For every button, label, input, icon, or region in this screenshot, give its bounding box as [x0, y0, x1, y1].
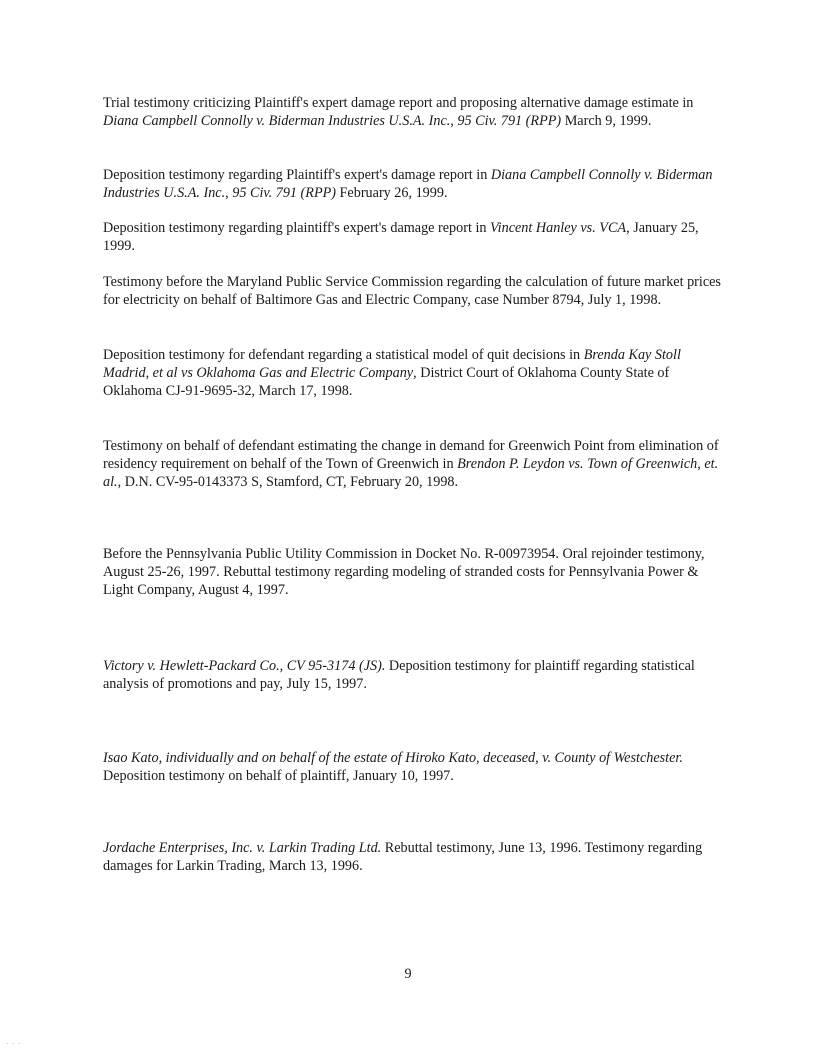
case-name: Isao Kato, individually and on behalf of the estate of Hiroko Kato, deceased, v. County of Westchester. [103, 750, 683, 766]
testimony-entry [103, 94, 723, 130]
entry-text: Deposition testimony for defendant regarding a statistical model of quit decisions in [103, 347, 584, 363]
entry-text: Testimony before the Maryland Public Service Commission regarding the calculation of future market prices for electricity on behalf of Baltimore Gas and Electric Company, case Number 8794, July 1, 1998. [103, 274, 721, 308]
testimony-entry [103, 545, 723, 599]
entry-text: , D.N. CV-95-0143373 S, Stamford, CT, February 20, 1998. [117, 474, 459, 490]
case-name: Jordache Enterprises, Inc. v. Larkin Trading Ltd. [103, 840, 382, 856]
entry-text: Deposition testimony regarding plaintiff's expert's damage report in [103, 220, 491, 236]
testimony-entry [103, 749, 723, 785]
entry-text: , District Court of Oklahoma County State of Oklahoma CJ-91-9695-32, March 17, 1998. [103, 365, 670, 399]
entry-text: Testimony on behalf of defendant estimating the change in demand for Greenwich Point from elimination of residency requirement on behalf of the Town of Greenwich in [103, 438, 719, 472]
entry-text: February 26, 1999. [336, 185, 448, 201]
entry-text: Trial testimony criticizing Plaintiff's expert damage report and proposing alternative damage estimate in [103, 95, 694, 111]
testimony-entry [103, 166, 723, 202]
case-name: Victory v. Hewlett-Packard Co., CV 95-3174 (JS). [103, 658, 386, 674]
testimony-entry [103, 657, 723, 693]
entry-text: Before the Pennsylvania Public Utility Commission in Docket No. R-00973954. Oral rejoinder testimony, August 25-26, 1997. Rebuttal testimony regarding modeling of stranded costs for Pennsylvania Power & Light Company, August 4, 1997. [103, 546, 705, 598]
testimony-entry [103, 219, 723, 255]
case-name: Brendon P. Leydon vs. Town of Greenwich, et. al. [103, 456, 719, 490]
testimony-entry [103, 273, 723, 309]
case-name: Brenda Kay Stoll Madrid, et al vs Oklahoma Gas and Electric Company [103, 347, 681, 381]
entry-text: March 9, 1999. [561, 113, 652, 129]
case-name: Diana Campbell Connolly v. Biderman Industries U.S.A. Inc., 95 Civ. 791 (RPP) [103, 113, 562, 129]
testimony-entry [103, 437, 723, 491]
case-name: Vincent Hanley vs. VCA [490, 220, 627, 236]
entry-text: Deposition testimony on behalf of plaintiff, January 10, 1997. [103, 768, 454, 784]
entry-text: Deposition testimony regarding Plaintiff's expert's damage report in [103, 167, 491, 183]
entry-text: Rebuttal testimony, June 13, 1996. Testimony regarding damages for Larkin Trading, March 13, 1996. [103, 840, 703, 874]
entry-text: , January 25, 1999. [103, 220, 699, 254]
scan-artifact: · · · [6, 1040, 22, 1048]
entry-text: Deposition testimony for plaintiff regarding statistical analysis of promotions and pay, July 15, 1997. [103, 658, 695, 692]
case-name: Diana Campbell Connolly v. Biderman Industries U.S.A. Inc., 95 Civ. 791 (RPP) [103, 167, 713, 201]
page-number: 9 [404, 966, 412, 982]
testimony-entry [103, 346, 723, 400]
testimony-entry [103, 839, 723, 875]
